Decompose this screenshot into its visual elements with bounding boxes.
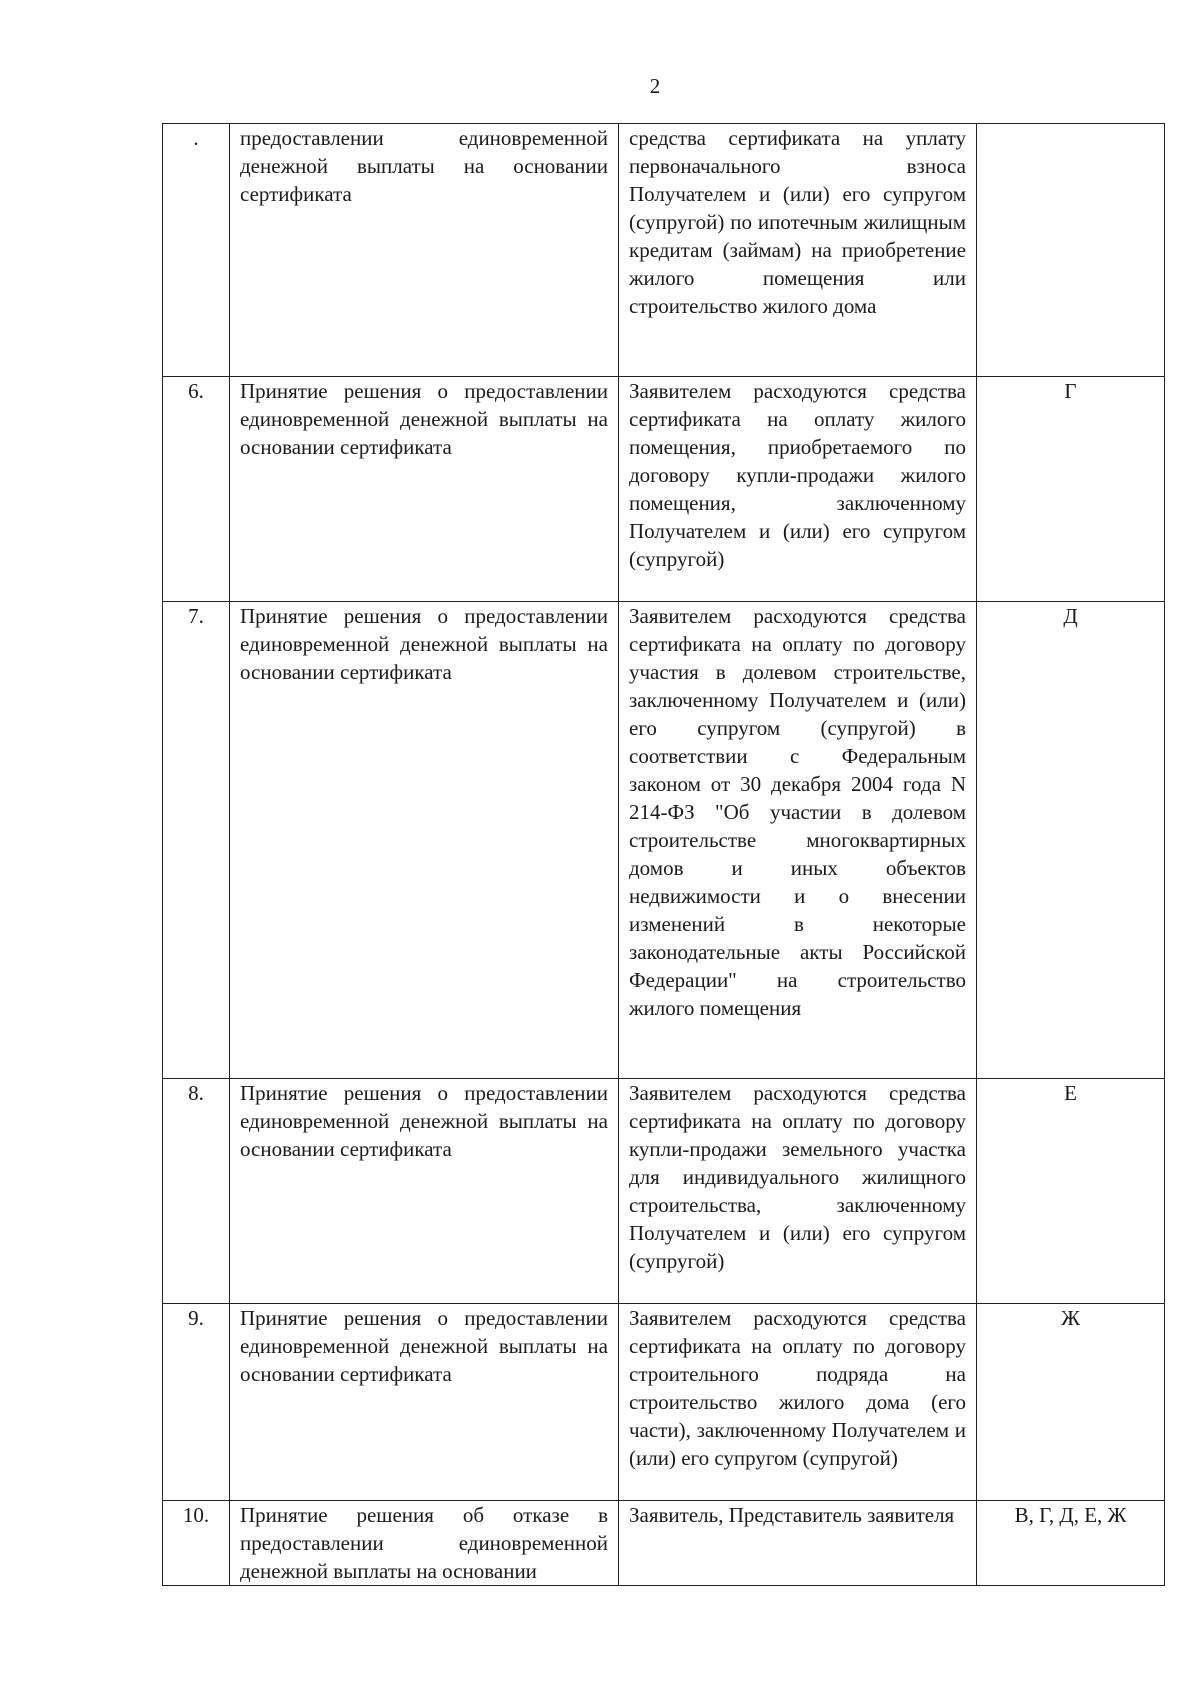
table-row [163,377,1165,602]
variant-code: В, Г, Д, Е, Ж [977,1501,1165,1586]
variant-code: Д [977,602,1165,1079]
applicant-description: Заявителем расходуются средства сертификата на оплату жилого помещения, приобретаемого по договору купли-продажи жилого помещения, заключенному Получателем и (или) его супругом (супругой) [619,377,977,602]
variant-code: Г [977,377,1165,602]
table-row [163,602,1165,1079]
variant-code: Ж [977,1304,1165,1501]
table-row [163,124,1165,377]
variant-code [977,124,1165,377]
service-name: Принятие решения об отказе в предоставлении единовременной денежной выплаты на основании [230,1501,619,1586]
applicant-description: Заявитель, Представитель заявителя [619,1501,977,1586]
page-number: 2 [649,74,661,98]
row-number: 7. [163,602,230,1079]
row-number: 10. [163,1501,230,1586]
variant-code: Е [977,1079,1165,1304]
service-name: Принятие решения о предоставлении единовременной денежной выплаты на основании сертификата [230,377,619,602]
applicant-description: Заявителем расходуются средства сертификата на оплату по договору купли-продажи земельного участка для индивидуального жилищного строительства, заключенному Получателем и (или) его супругом (супругой) [619,1079,977,1304]
table-row [163,1079,1165,1304]
service-name: Принятие решения о предоставлении единовременной денежной выплаты на основании сертификата [230,1079,619,1304]
service-name: Принятие решения о предоставлении единовременной денежной выплаты на основании сертификата [230,1304,619,1501]
table-row [163,1501,1165,1586]
table-row [163,1304,1165,1501]
row-number: 8. [163,1079,230,1304]
applicant-description: Заявителем расходуются средства сертификата на оплату по договору строительного подряда на строительство жилого дома (его части), заключенному Получателем и (или) его супругом (супругой) [619,1304,977,1501]
services-table [162,123,1165,1586]
row-number: . [163,124,230,377]
applicant-description: Заявителем расходуются средства сертификата на оплату по договору участия в долевом строительстве, заключенному Получателем и (или) его супругом (супругой) в соответствии с Федеральным законом от 30 декабря 2004 года N 214-ФЗ "Об участии в долевом строительстве многоквартирных домов и иных объектов недвижимости и о внесении изменений в некоторые законодательные акты Российской Федерации" на строительство жилого помещения [619,602,977,1079]
row-number: 6. [163,377,230,602]
service-name: предоставлении единовременной денежной выплаты на основании сертификата [230,124,619,377]
applicant-description: средства сертификата на уплату первоначального взноса Получателем и (или) его супругом (супругой) по ипотечным жилищным кредитам (займам) на приобретение жилого помещения или строительство жилого дома [619,124,977,377]
row-number: 9. [163,1304,230,1501]
service-name: Принятие решения о предоставлении единовременной денежной выплаты на основании сертификата [230,602,619,1079]
